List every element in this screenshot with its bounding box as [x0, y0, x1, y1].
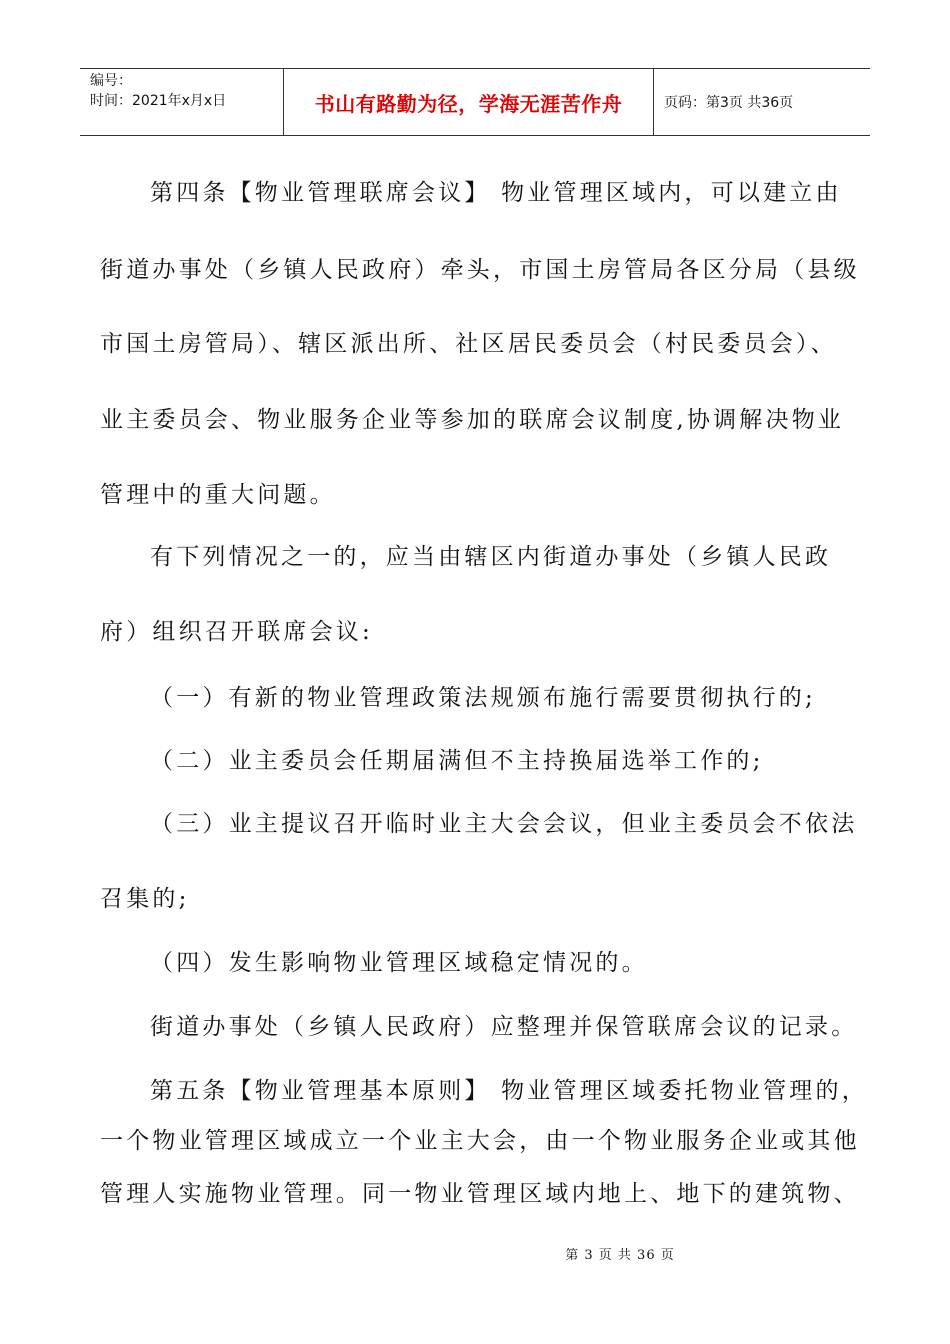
body-line: 市国土房管局）、辖区派出所、社区居民委员会（村民委员会）、: [100, 331, 837, 357]
serial-label: 编号：: [90, 73, 132, 89]
header-motto: [284, 69, 654, 135]
body-line: （二）业主委员会任期届满但不主持换届选举工作的;: [150, 748, 764, 774]
body-line: （三）业主提议召开临时业主大会会议，但业主委员会不依法: [150, 811, 858, 837]
body-line: （四）发生影响物业管理区域稳定情况的。: [150, 950, 648, 976]
body-line: 管理人实施物业管理。同一物业管理区域内地上、地下的建筑物、: [100, 1181, 860, 1207]
body-line: 有下列情况之一的，应当由辖区内街道办事处（乡镇人民政: [150, 544, 832, 570]
body-line: 街道办事处（乡镇人民政府）牵头，市国土房管局各区分局（县级: [100, 257, 860, 283]
footer-page-number: 第 3 页 共 36 页: [565, 1248, 675, 1263]
body-line: （一）有新的物业管理政策法规颁布施行需要贯彻执行的;: [150, 685, 816, 711]
time-label: 时间：2021年x月x日: [90, 93, 227, 109]
body-line: 街道办事处（乡镇人民政府）应整理并保管联席会议的记录。: [150, 1014, 858, 1040]
body-line: 府）组织召开联席会议:: [100, 619, 373, 645]
header-meta: [80, 69, 284, 135]
body-line: 业主委员会、物业服务企业等参加的联席会议制度,协调解决物业: [100, 407, 845, 433]
body-line: 召集的;: [100, 886, 190, 912]
body-line: 第四条【物业管理联席会议】 物业管理区域内，可以建立由: [150, 180, 842, 206]
motto-text: 书山有路勤为径，学海无涯苦作舟: [314, 91, 623, 116]
body-line: 管理中的重大问题。: [100, 482, 336, 508]
page-footer: [0, 1244, 950, 1263]
header-page-info: [654, 69, 870, 135]
page-header: [80, 68, 870, 136]
page-info-text: 页码：第3页 共36页: [664, 95, 794, 111]
body-line: 一个物业管理区域成立一个业主大会，由一个物业服务企业或其他: [100, 1128, 860, 1154]
body-line: 第五条【物业管理基本原则】 物业管理区域委托物业管理的，: [150, 1078, 868, 1104]
